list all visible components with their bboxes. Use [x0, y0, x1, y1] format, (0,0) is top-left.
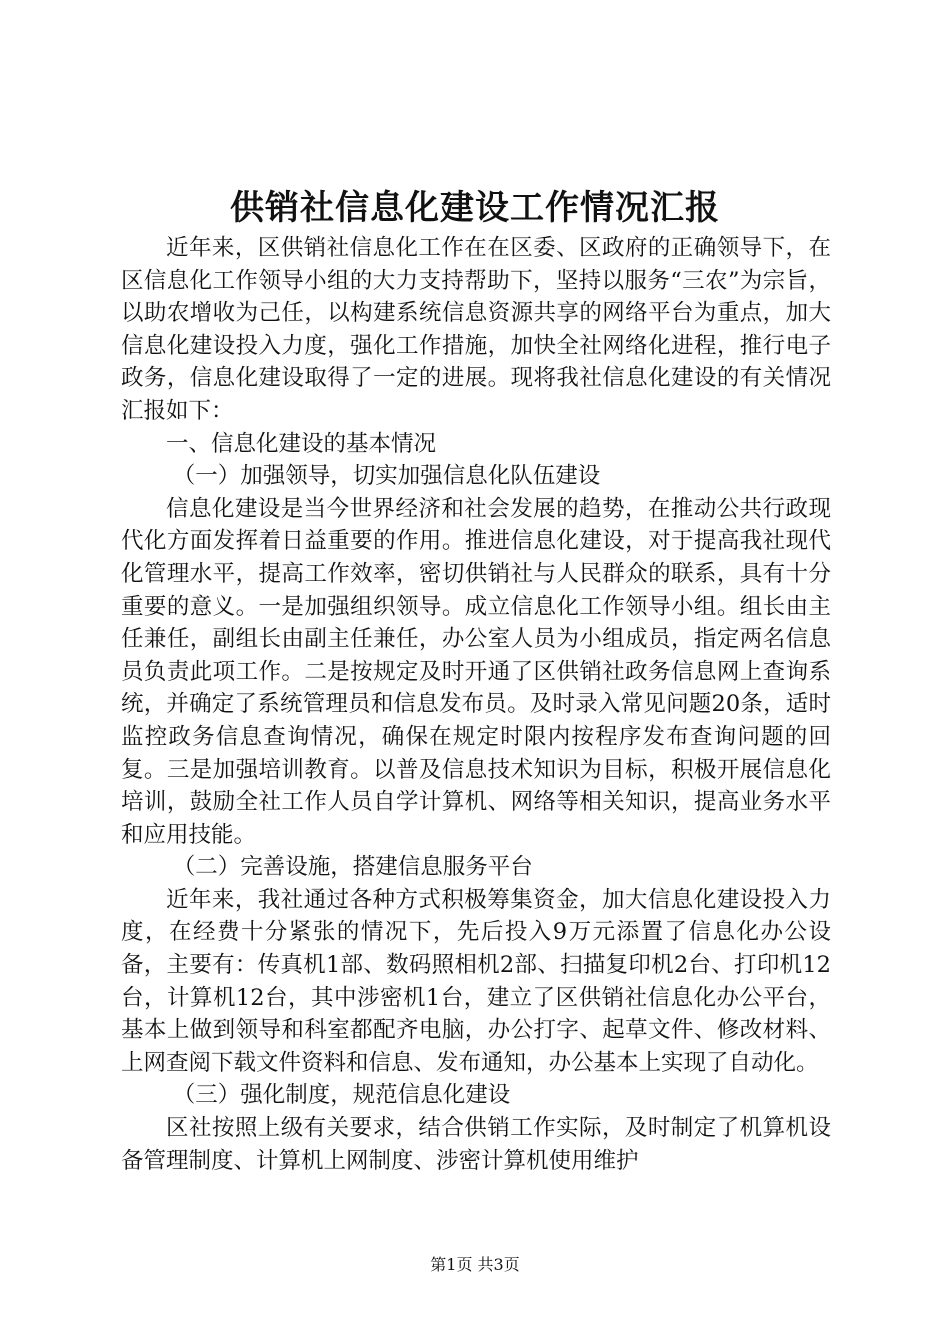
- paragraph-intro: 近年来，区供销社信息化工作在在区委、区政府的正确领导下，在区信息化工作领导小组的大力支持帮助下，坚持以服务“三农”为宗旨，以助农增收为己任，以构建系统信息资源共享的网络平台为重点，加大信息化建设投入力度，强化工作措施，加快全社网络化进程，推行电子政务，信息化建设取得了一定的进展。现将我社信息化建设的有关情况汇报如下：: [121, 235, 831, 424]
- document-title: 供销社信息化建设工作情况汇报: [230, 188, 720, 228]
- subsection-heading-1: （一）加强领导，切实加强信息化队伍建设: [172, 463, 601, 490]
- paragraph-leadership: 信息化建设是当今世界经济和社会发展的趋势，在推动公共行政现代化方面发挥着日益重要的作用。推进信息化建设，对于提高我社现代化管理水平，提高工作效率，密切供销社与人民群众的联系，具有十分重要的意义。一是加强组织领导。成立信息化工作领导小组。组长由主任兼任，副组长由副主任兼任，办公室人员为小组成员，指定两名信息员负责此项工作。二是按规定及时开通了区供销社政务信息网上查询系统，并确定了系统管理员和信息发布员。及时录入常见问题20条，适时监控政务信息查询情况，确保在规定时限内按程序发布查询问题的回复。三是加强培训教育。以普及信息技术知识为目标，积极开展信息化培训，鼓励全社工作人员自学计算机、网络等相关知识，提高业务水平和应用技能。: [121, 495, 831, 848]
- subsection-heading-3: （三）强化制度，规范信息化建设: [172, 1082, 511, 1109]
- section-heading-1: 一、信息化建设的基本情况: [166, 430, 437, 457]
- paragraph-rules: 区社按照上级有关要求，结合供销工作实际，及时制定了机算机设备管理制度、计算机上网制度、涉密计算机使用维护: [121, 1115, 831, 1174]
- page-number-footer: 第1页 共3页: [430, 1255, 520, 1274]
- document-body: [121, 232, 831, 1177]
- paragraph-facilities: 近年来，我社通过各种方式积极筹集资金，加大信息化建设投入力度，在经费十分紧张的情况下，先后投入9万元添置了信息化办公设备，主要有：传真机1部、数码照相机2部、扫描复印机2台、打印机12台，计算机12台，其中涉密机1台，建立了区供销社信息化办公平台，基本上做到领导和科室都配齐电脑，办公打字、起草文件、修改材料、上网查阅下载文件资料和信息、发布通知，办公基本上实现了自动化。: [121, 886, 831, 1076]
- subsection-heading-2: （二）完善设施，搭建信息服务平台: [172, 854, 533, 881]
